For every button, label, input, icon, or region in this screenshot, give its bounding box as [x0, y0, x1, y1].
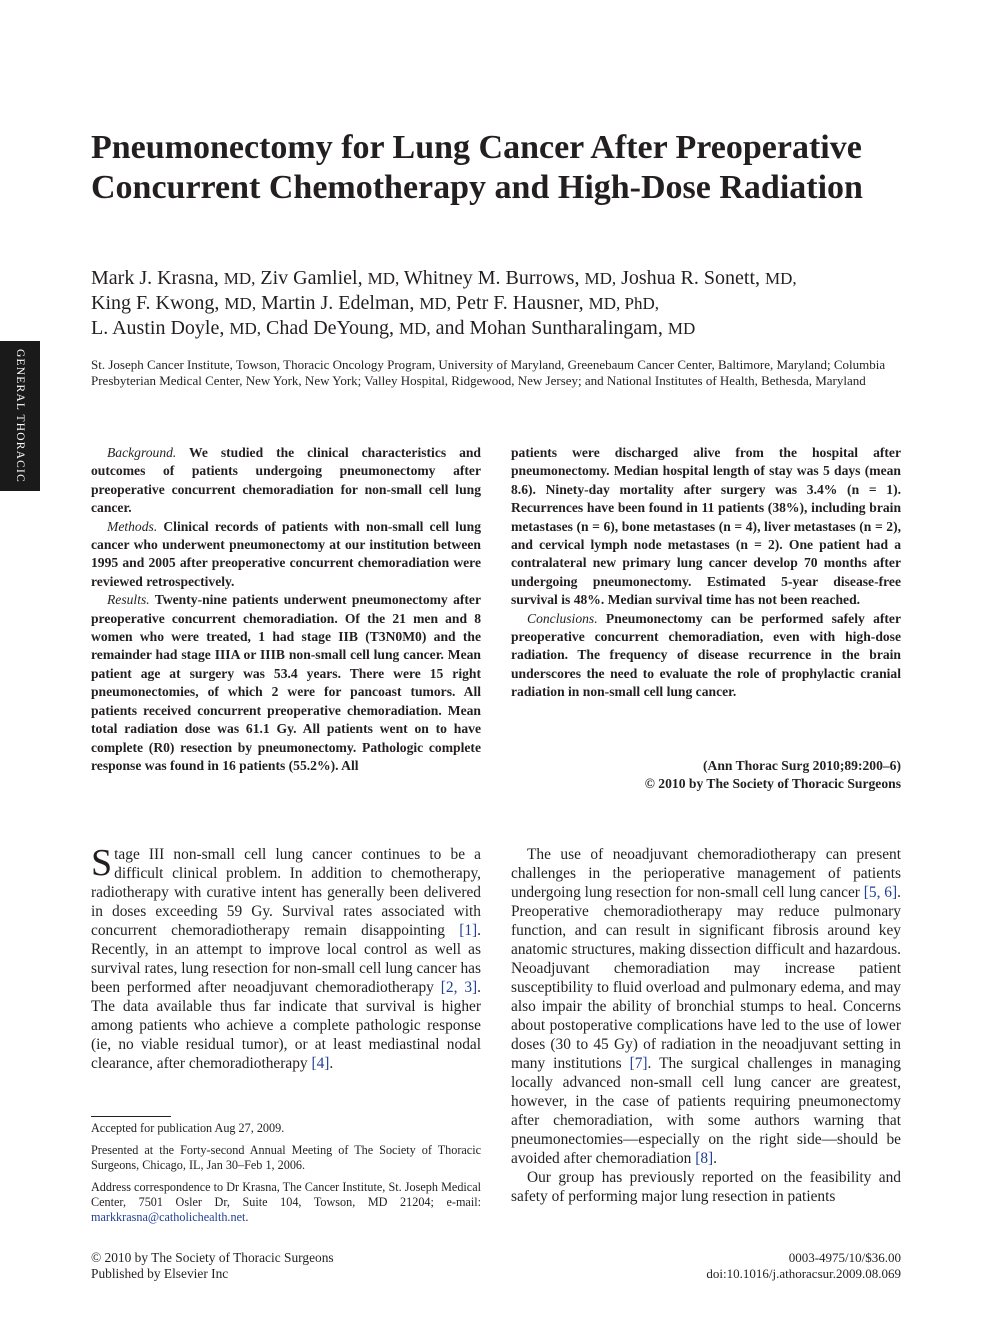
author-degree: MD, PhD, — [588, 294, 659, 313]
author-name: Martin J. Edelman, — [261, 292, 415, 314]
abstract-left-column — [91, 444, 481, 775]
body-right-column — [511, 845, 901, 1206]
abstract-text: Clinical records of patients with non-small cell lung cancer who underwent pneumonectomy at our institution between 1995 and 2005 after preoperative concurrent chemoradiation were reviewed retrospectively. — [91, 518, 481, 589]
affiliations: St. Joseph Cancer Institute, Towson, Thoracic Oncology Program, University of Maryland, Greenebaum Cancer Center, Baltimore, Maryland; Columbia Presbyterian Medical Center, New York, New York; Valley Hospital, Ridgewood, New Jersey; and National Institutes of Health, Bethesda, Maryland — [91, 357, 886, 388]
abstract-text: Pneumonectomy can be performed safely after preoperative concurrent chemoradiation, even with high-dose radiation. The frequency of disease recurrence in the brain underscores the need to evaluate the role of prophylactic cranial radiation in non-small cell lung cancer. — [511, 610, 901, 700]
citation-copyright: © 2010 by The Society of Thoracic Surgeons — [644, 776, 901, 792]
page-footer-left — [91, 1250, 334, 1281]
author-degree: MD, — [398, 319, 431, 338]
author-name: Mark J. Krasna, — [91, 267, 219, 289]
author-line-1 — [91, 266, 921, 291]
author-name: L. Austin Doyle, — [91, 317, 225, 339]
reference-link[interactable]: [1] — [459, 922, 478, 939]
abstract-right-column — [511, 444, 901, 702]
author-degree: MD, — [367, 269, 400, 288]
footnotes — [91, 1121, 481, 1232]
footer-publisher: Published by Elsevier Inc — [91, 1265, 229, 1281]
author-degree: MD, — [224, 294, 257, 313]
body-paragraph — [91, 842, 481, 1073]
author-degree: MD, — [765, 269, 797, 288]
reference-link[interactable]: [4] — [311, 1055, 330, 1072]
citation-reference: (Ann Thorac Surg 2010;89:200–6) — [703, 758, 901, 773]
drop-cap: S — [91, 842, 113, 884]
body-text: . — [713, 1150, 717, 1167]
section-tab-label: GENERAL THORACIC — [14, 349, 27, 483]
abstract-background — [91, 444, 481, 518]
footnote-text: . — [245, 1210, 249, 1224]
body-text: The use of neoadjuvant chemoradiotherapy can present challenges in the perioperative management of patients undergoing lung resection for non-small cell lung cancer — [511, 846, 901, 901]
body-paragraph — [511, 845, 901, 1168]
footer-issn: 0003-4975/10/$36.00 — [788, 1250, 901, 1265]
footnote-accepted: Accepted for publication Aug 27, 2009. — [91, 1121, 285, 1135]
abstract-conclusions — [511, 610, 901, 702]
footnote-divider — [91, 1116, 171, 1117]
author-name: Joshua R. Sonett, — [621, 267, 761, 289]
footnote-presented: Presented at the Forty-second Annual Meeting of The Society of Thoracic Surgeons, Chicago, IL, Jan 30–Feb 1, 2006. — [91, 1143, 481, 1172]
body-paragraph: Our group has previously reported on the feasibility and safety of performing major lung resection in patients — [511, 1169, 901, 1205]
footnote-text: Address correspondence to Dr Krasna, The Cancer Institute, St. Joseph Medical Center, 7501 Osler Dr, Suite 104, Towson, MD 21204; e-mail: — [91, 1180, 481, 1209]
author-name: Whitney M. Burrows, — [403, 267, 580, 289]
author-name: Petr F. Hausner, — [456, 292, 584, 314]
section-tab — [0, 341, 40, 491]
footer-doi: doi:10.1016/j.athoracsur.2009.08.069 — [706, 1265, 901, 1281]
author-name: King F. Kwong, — [91, 292, 220, 314]
footer-copyright: © 2010 by The Society of Thoracic Surgeons — [91, 1250, 334, 1265]
body-text: . — [329, 1055, 334, 1072]
body-left-column — [91, 842, 481, 1073]
body-text: . Recently, in an attempt to improve local control as well as survival rates, lung resection for non-small cell lung cancer has been performed after neoadjuvant chemoradiotherapy — [91, 922, 481, 996]
author-line-2 — [91, 291, 921, 316]
abstract-results — [91, 591, 481, 775]
abstract-heading: Methods. — [107, 518, 158, 534]
abstract-text: We studied the clinical characteristics and outcomes of patients undergoing pneumonectomy after preoperative concurrent chemoradiation for non-small cell lung cancer. — [91, 445, 481, 516]
author-list — [91, 266, 921, 341]
author-degree: MD, — [419, 294, 452, 313]
author-name: Chad DeYoung, — [266, 317, 394, 339]
author-degree: MD — [667, 319, 696, 338]
author-name: and Mohan Suntharalingam, — [435, 317, 663, 339]
body-text: . The data available thus far indicate that survival is higher among patients who achieve a complete pathologic response (ie, no viable residual tumor), or at least mediastinal nodal clearance, after chemoradiotherapy — [91, 979, 481, 1072]
journal-citation — [511, 757, 901, 794]
reference-link[interactable]: [8] — [695, 1150, 714, 1167]
author-degree: MD, — [584, 269, 617, 288]
footnote-address — [91, 1180, 481, 1225]
abstract-heading: Background. — [107, 445, 177, 460]
abstract-methods — [91, 518, 481, 592]
page-footer-right — [600, 1250, 901, 1281]
author-name: Ziv Gamliel, — [260, 267, 363, 289]
reference-link[interactable]: [5, 6] — [863, 884, 898, 901]
body-text: . The surgical challenges in managing locally advanced non-small cell lung cancer are greatest, however, in the case of patients requiring pneumonectomy after chemoradiation, with some authors warning that pneumonectomies—especially on the right side—should be avoided after chemoradiation — [511, 1055, 901, 1167]
abstract-results-continued: patients were discharged alive from the hospital after pneumonectomy. Median hospital length of stay was 5 days (mean 8.6). Ninety-day mortality after surgery was 3.4% (n = 1). Recurrences have been found in 11 patients (38%), including brain metastases (n = 6), bone metastases (n = 4), liver metastases (n = 2), and cervical lymph node metastases (n = 2). One patient had a contralateral new primary lung cancer develop 70 months after undergoing pneumonectomy. Estimated 5-year disease-free survival is 48%. Median survival time has not been reached. — [511, 445, 901, 608]
body-text: . Preoperative chemoradiotherapy may reduce pulmonary function, and can result in significant fibrosis around key anatomic structures, making dissection difficult and hazardous. Neoadjuvant chemoradiation may increase patient susceptibility to fluid overload and pulmonary edema, and may also impair the ability of bronchial stumps to heal. Concerns about postoperative complications have led to the use of lower doses (30 to 45 Gy) of radiation in the neoadjuvant setting in many institutions — [511, 884, 901, 1072]
author-line-3 — [91, 316, 921, 341]
reference-link[interactable]: [2, 3] — [440, 979, 478, 996]
abstract-heading: Conclusions. — [527, 610, 598, 626]
author-degree: MD, — [223, 269, 256, 288]
reference-link[interactable]: [7] — [629, 1055, 648, 1072]
body-text: tage III non-small cell lung cancer continues to be a difficult clinical problem. In addition to chemotherapy, radiotherapy with curative intent has generally been delivered in doses exceeding 59 Gy. Survival rates associated with concurrent chemoradiotherapy remain disappointing — [91, 846, 481, 939]
abstract-heading: Results. — [107, 592, 150, 608]
author-degree: MD, — [229, 319, 261, 338]
article-title: Pneumonectomy for Lung Cancer After Preoperative Concurrent Chemotherapy and High-Dose Radiation — [91, 129, 863, 206]
email-link[interactable]: markkrasna@catholichealth.net — [91, 1210, 246, 1224]
abstract-text: Twenty-nine patients underwent pneumonectomy after preoperative concurrent chemoradiation. Of the 21 men and 8 women who were treated, 1 had stage IIB (T3N0M0) and the remainder had stage IIIA or IIIB non-small cell lung cancer. Mean patient age at surgery was 53.4 years. There were 15 right pneumonectomies, of which 2 were for pancoast tumors. All patients received concurrent preoperative chemoradiation. Mean total radiation dose was 61.1 Gy. All patients went on to have complete (R0) resection by pneumonectomy. Pathologic complete response was found in 16 patients (55.2%). All — [91, 592, 481, 773]
